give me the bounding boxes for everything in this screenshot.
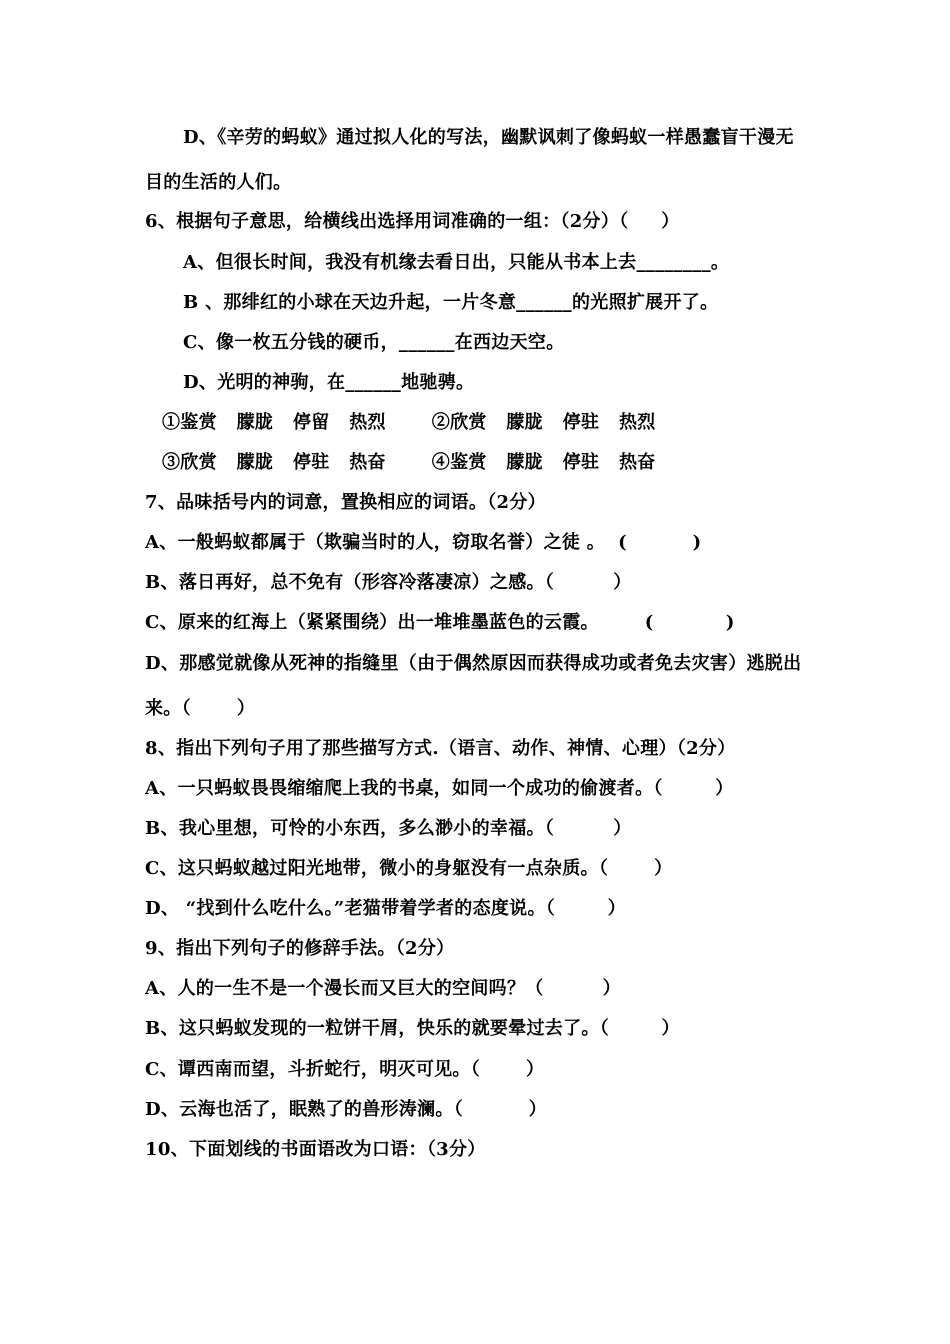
q6-prompt: 6、根据句子意思，给横线出选择用词准确的一组：（2分）（ ） (145, 211, 680, 232)
q5-option-d-line2: 目的生活的人们。 (145, 172, 292, 193)
q6-choices-3-4: ③欣赏 朦胧 停驻 热奋 ④鉴赏 朦胧 停驻 热奋 (162, 452, 656, 473)
q7-item-d-line1: D、那感觉就像从死神的指缝里（由于偶然原因而获得成功或者免去灾害）逃脱出 (145, 653, 802, 674)
q6-sentence-d: D、光明的神驹，在______地驰骋。 (183, 372, 475, 393)
q8-item-c: C、这只蚂蚁越过阳光地带，微小的身躯没有一点杂质。（ ） (145, 858, 673, 879)
q7-item-a: A、一般蚂蚁都属于（欺骗当时的人，窃取名誉）之徒 。 ( ) (145, 532, 702, 553)
q7-item-c: C、原来的红海上（紧紧围绕）出一堆堆墨蓝色的云霞。 ( ) (145, 612, 735, 633)
q9-item-a: A、人的一生不是一个漫长而又巨大的空间吗？（ ） (145, 978, 621, 999)
q9-item-d: D、云海也活了，眠熟了的兽形涛澜。（ ） (145, 1099, 547, 1120)
q7-item-b: B、落日再好，总不免有（形容冷落凄凉）之感。（ ） (145, 572, 632, 593)
q7-prompt: 7、品味括号内的词意，置换相应的词语。（2分） (145, 492, 546, 513)
q9-item-b: B、这只蚂蚁发现的一粒饼干屑，快乐的就要晕过去了。（ ） (145, 1018, 680, 1039)
q8-item-a: A、一只蚂蚁畏畏缩缩爬上我的书桌，如同一个成功的偷渡者。（ ） (145, 778, 734, 799)
q10-prompt: 10、下面划线的书面语改为口语：（3分） (145, 1139, 486, 1160)
q7-item-d-line2: 来。（ ） (145, 698, 256, 719)
q6-sentence-b: B 、那绯红的小球在天边升起，一片冬意______的光照扩展开了。 (183, 292, 719, 313)
q8-item-b: B、我心里想，可怜的小东西，多么渺小的幸福。（ ） (145, 818, 632, 839)
q8-prompt: 8、指出下列句子用了那些描写方式.（语言、动作、神情、心理）（2分） (145, 738, 736, 759)
q8-item-d: D、 “找到什么吃什么。”老猫带着学者的态度说。（ ） (145, 898, 626, 919)
q9-prompt: 9、指出下列句子的修辞手法。（2分） (145, 938, 455, 959)
q5-option-d-line1: D、《辛劳的蚂蚁》通过拟人化的写法，幽默讽刺了像蚂蚁一样愚蠢盲干漫无 (183, 127, 794, 148)
q6-sentence-a: A、但很长时间，我没有机缘去看日出，只能从书本上去________。 (183, 252, 730, 273)
q9-item-c: C、谭西南而望，斗折蛇行，明灭可见。（ ） (145, 1059, 545, 1080)
q6-sentence-c: C、像一枚五分钱的硬币，______在西边天空。 (183, 332, 565, 353)
q6-choices-1-2: ①鉴赏 朦胧 停留 热烈 ②欣赏 朦胧 停驻 热烈 (162, 412, 656, 433)
